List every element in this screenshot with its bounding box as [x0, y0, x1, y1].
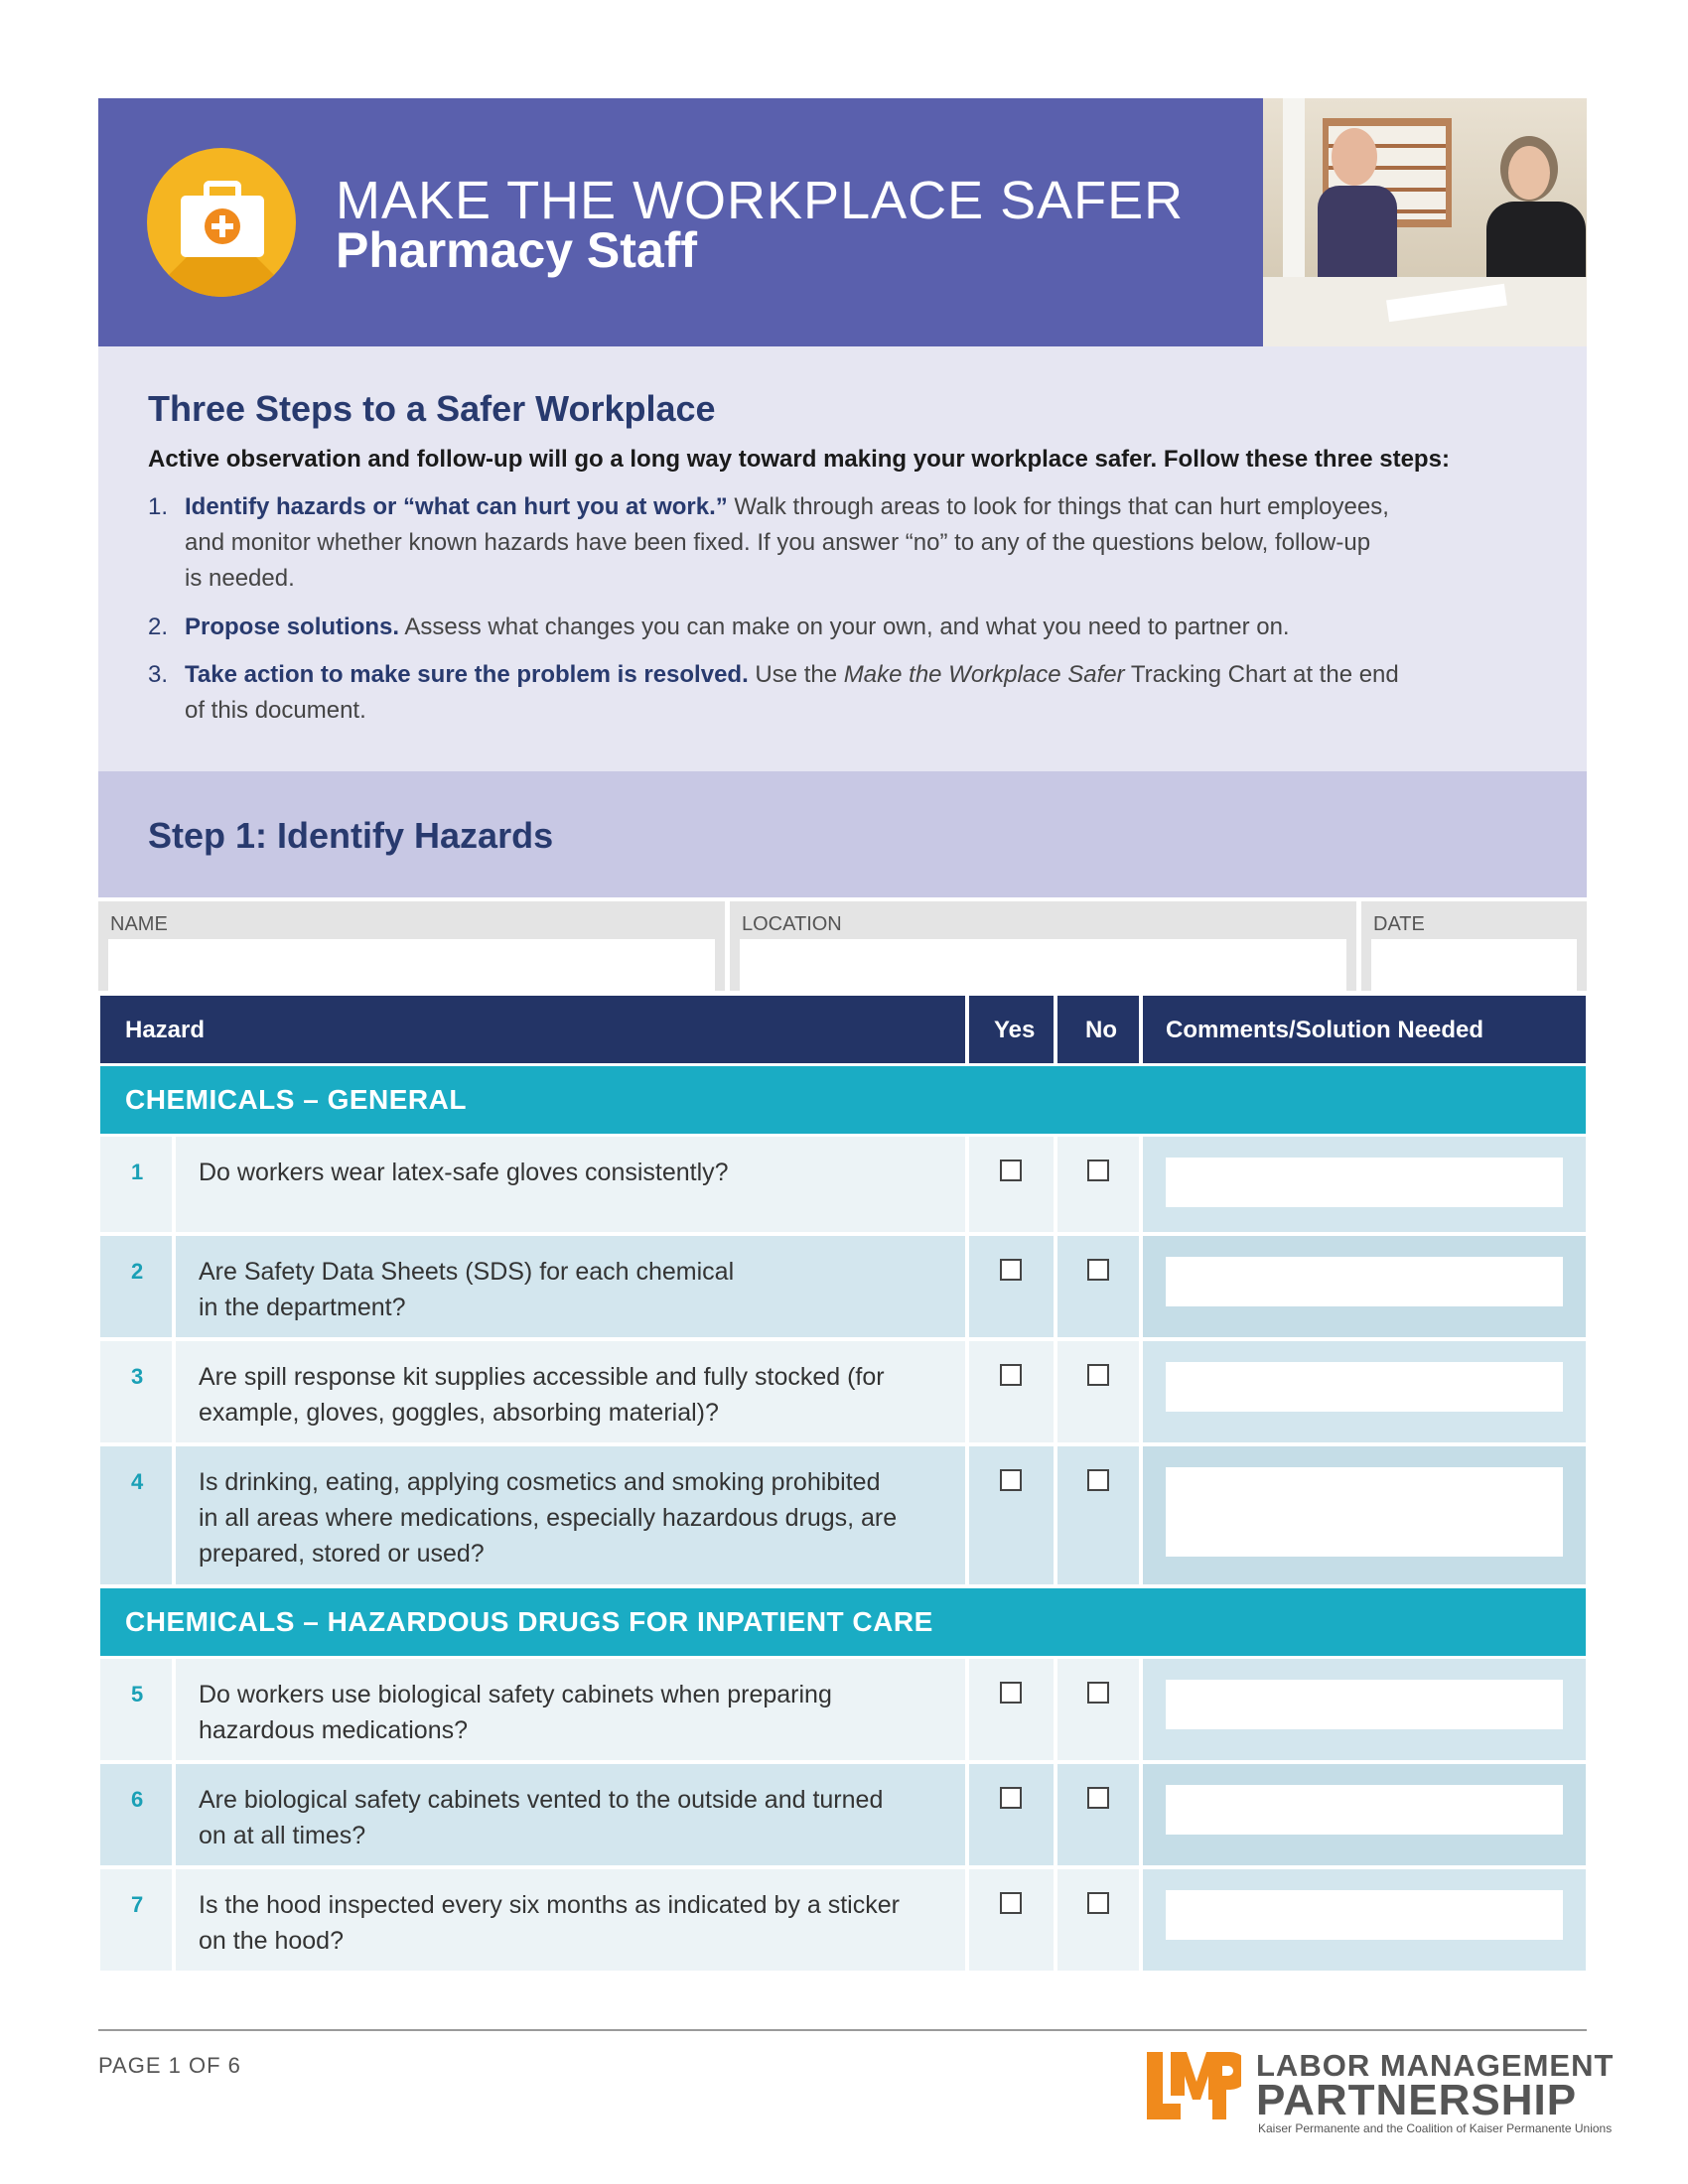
date-label: DATE [1373, 913, 1425, 935]
row-number: 7 [131, 1892, 144, 1917]
row-number: 6 [131, 1787, 144, 1812]
section-title: CHEMICALS – HAZARDOUS DRUGS FOR INPATIENT CARE [125, 1606, 933, 1637]
hazard-question-line: in all areas where medications, especially hazardous drugs, are [199, 1504, 898, 1532]
step-strong: Propose solutions. [185, 614, 400, 640]
table-cell-yes [969, 1236, 1054, 1337]
table-cell-yes [969, 1341, 1054, 1442]
comment-input[interactable] [1166, 1362, 1563, 1412]
header-hazard [100, 996, 965, 1063]
yes-checkbox[interactable] [1000, 1682, 1022, 1704]
comment-input[interactable] [1166, 1680, 1563, 1729]
step-number: 2. [148, 614, 169, 640]
row-number: 5 [131, 1682, 144, 1706]
table-cell-no [1057, 1869, 1139, 1971]
hazard-question [199, 1359, 948, 1431]
page-title: MAKE THE WORKPLACE SAFER [336, 171, 1185, 230]
step-text: is needed. [185, 565, 295, 592]
no-checkbox[interactable] [1087, 1787, 1109, 1809]
hazard-question-line: hazardous medications? [199, 1716, 468, 1744]
table-cell-yes [969, 1869, 1054, 1971]
no-checkbox[interactable] [1087, 1160, 1109, 1181]
hazard-question [199, 1155, 948, 1190]
location-field [730, 901, 1356, 991]
step1-band [98, 771, 1587, 897]
row-number: 1 [131, 1160, 144, 1184]
step1-title: Step 1: Identify Hazards [148, 815, 554, 856]
name-input[interactable] [108, 939, 715, 991]
row-number: 2 [131, 1259, 144, 1284]
step-strong: Take action to make sure the problem is resolved. [185, 661, 749, 688]
section-header [100, 1588, 1586, 1656]
table-cell-no [1057, 1236, 1139, 1337]
table-cell-no [1057, 1764, 1139, 1865]
table-cell-num [100, 1869, 172, 1971]
header-photo [1263, 98, 1587, 346]
intro-section [98, 346, 1587, 771]
header-no [1057, 996, 1139, 1063]
table-cell-yes [969, 1446, 1054, 1584]
table-cell-num [100, 1446, 172, 1584]
footer-divider [98, 2029, 1587, 2031]
no-checkbox[interactable] [1087, 1892, 1109, 1914]
no-checkbox[interactable] [1087, 1259, 1109, 1281]
location-input[interactable] [740, 939, 1346, 991]
intro-lead: Active observation and follow-up will go a long way toward making your workplace safer. Follow these three steps: [148, 446, 1450, 473]
page-number: PAGE 1 OF 6 [98, 2053, 241, 2078]
form-fields [98, 901, 1587, 991]
step-text: and monitor whether known hazards have been fixed. If you answer “no” to any of the questions below, follow-up [185, 529, 1371, 556]
step-number: 3. [148, 661, 169, 688]
hazard-question-line: on the hood? [199, 1927, 344, 1955]
comment-input[interactable] [1166, 1785, 1563, 1835]
no-checkbox[interactable] [1087, 1469, 1109, 1491]
table-cell-yes [969, 1137, 1054, 1232]
hazard-question-line: Are Safety Data Sheets (SDS) for each chemical [199, 1258, 735, 1286]
yes-checkbox[interactable] [1000, 1892, 1022, 1914]
hazard-question [199, 1254, 948, 1325]
table-cell-yes [969, 1659, 1054, 1760]
org-name-line1: LABOR MANAGEMENT [1256, 2048, 1615, 2083]
location-label: LOCATION [742, 913, 842, 935]
first-aid-kit-icon [147, 148, 296, 297]
yes-checkbox[interactable] [1000, 1787, 1022, 1809]
table-cell-no [1057, 1137, 1139, 1232]
hazard-question-line: in the department? [199, 1294, 406, 1321]
hazard-question [199, 1782, 948, 1853]
date-field [1361, 901, 1587, 991]
step-emphasis: Make the Workplace Safer [843, 661, 1125, 688]
table-cell-num [100, 1341, 172, 1442]
hazard-question-line: Are spill response kit supplies accessible and fully stocked (for [199, 1363, 885, 1391]
hazard-question [199, 1677, 948, 1748]
date-input[interactable] [1371, 939, 1577, 991]
hazard-question-line: prepared, stored or used? [199, 1540, 485, 1568]
header-hazard-label: Hazard [125, 1017, 206, 1043]
table-cell-num [100, 1764, 172, 1865]
org-tagline: Kaiser Permanente and the Coalition of Kaiser Permanente Unions [1258, 2121, 1613, 2135]
table-cell-yes [969, 1764, 1054, 1865]
hazard-question-line: example, gloves, goggles, absorbing material)? [199, 1399, 719, 1427]
hazard-question-line: Is drinking, eating, applying cosmetics and smoking prohibited [199, 1468, 881, 1496]
lmp-logo [1147, 2052, 1241, 2119]
yes-checkbox[interactable] [1000, 1259, 1022, 1281]
hazard-question [199, 1887, 948, 1959]
header-no-label: No [1085, 1017, 1117, 1043]
yes-checkbox[interactable] [1000, 1364, 1022, 1386]
hazard-question-line: Do workers wear latex-safe gloves consistently? [199, 1159, 729, 1186]
org-name-line2: PARTNERSHIP [1256, 2076, 1578, 2124]
yes-checkbox[interactable] [1000, 1469, 1022, 1491]
table-cell-num [100, 1236, 172, 1337]
comment-input[interactable] [1166, 1257, 1563, 1306]
table-cell-no [1057, 1659, 1139, 1760]
header-comments-label: Comments/Solution Needed [1166, 1017, 1484, 1043]
hazard-question-line: on at all times? [199, 1822, 366, 1849]
hazard-question-line: Is the hood inspected every six months as indicated by a sticker [199, 1891, 900, 1919]
comment-input[interactable] [1166, 1158, 1563, 1207]
header-yes-label: Yes [994, 1017, 1036, 1043]
step-strong: Identify hazards or “what can hurt you at work.” [185, 493, 728, 520]
hazard-question-line: Are biological safety cabinets vented to the outside and turned [199, 1786, 884, 1814]
row-number: 3 [131, 1364, 144, 1389]
header-yes [969, 996, 1054, 1063]
step-text: of this document. [185, 697, 366, 724]
name-field [98, 901, 725, 991]
table-cell-no [1057, 1446, 1139, 1584]
section-title: CHEMICALS – GENERAL [125, 1084, 467, 1115]
comment-input[interactable] [1166, 1467, 1563, 1557]
hazard-question-line: Do workers use biological safety cabinets when preparing [199, 1681, 832, 1708]
name-label: NAME [110, 913, 168, 935]
no-checkbox[interactable] [1087, 1364, 1109, 1386]
no-checkbox[interactable] [1087, 1682, 1109, 1704]
table-cell-no [1057, 1341, 1139, 1442]
row-number: 4 [131, 1469, 144, 1494]
intro-heading: Three Steps to a Safer Workplace [148, 388, 716, 429]
section-header [100, 1066, 1586, 1134]
table-cell-num [100, 1659, 172, 1760]
hazard-question [199, 1464, 948, 1571]
header-comments [1143, 996, 1586, 1063]
step-number: 1. [148, 493, 169, 520]
step-text: Tracking Chart at the end [1124, 661, 1399, 688]
comment-input[interactable] [1166, 1890, 1563, 1940]
step-text: Assess what changes you can make on your own, and what you need to partner on. [399, 614, 1290, 640]
page-subtitle: Pharmacy Staff [336, 222, 698, 278]
yes-checkbox[interactable] [1000, 1160, 1022, 1181]
step-text: Walk through areas to look for things that can hurt employees, [727, 493, 1389, 520]
step-text: Use the [748, 661, 844, 688]
